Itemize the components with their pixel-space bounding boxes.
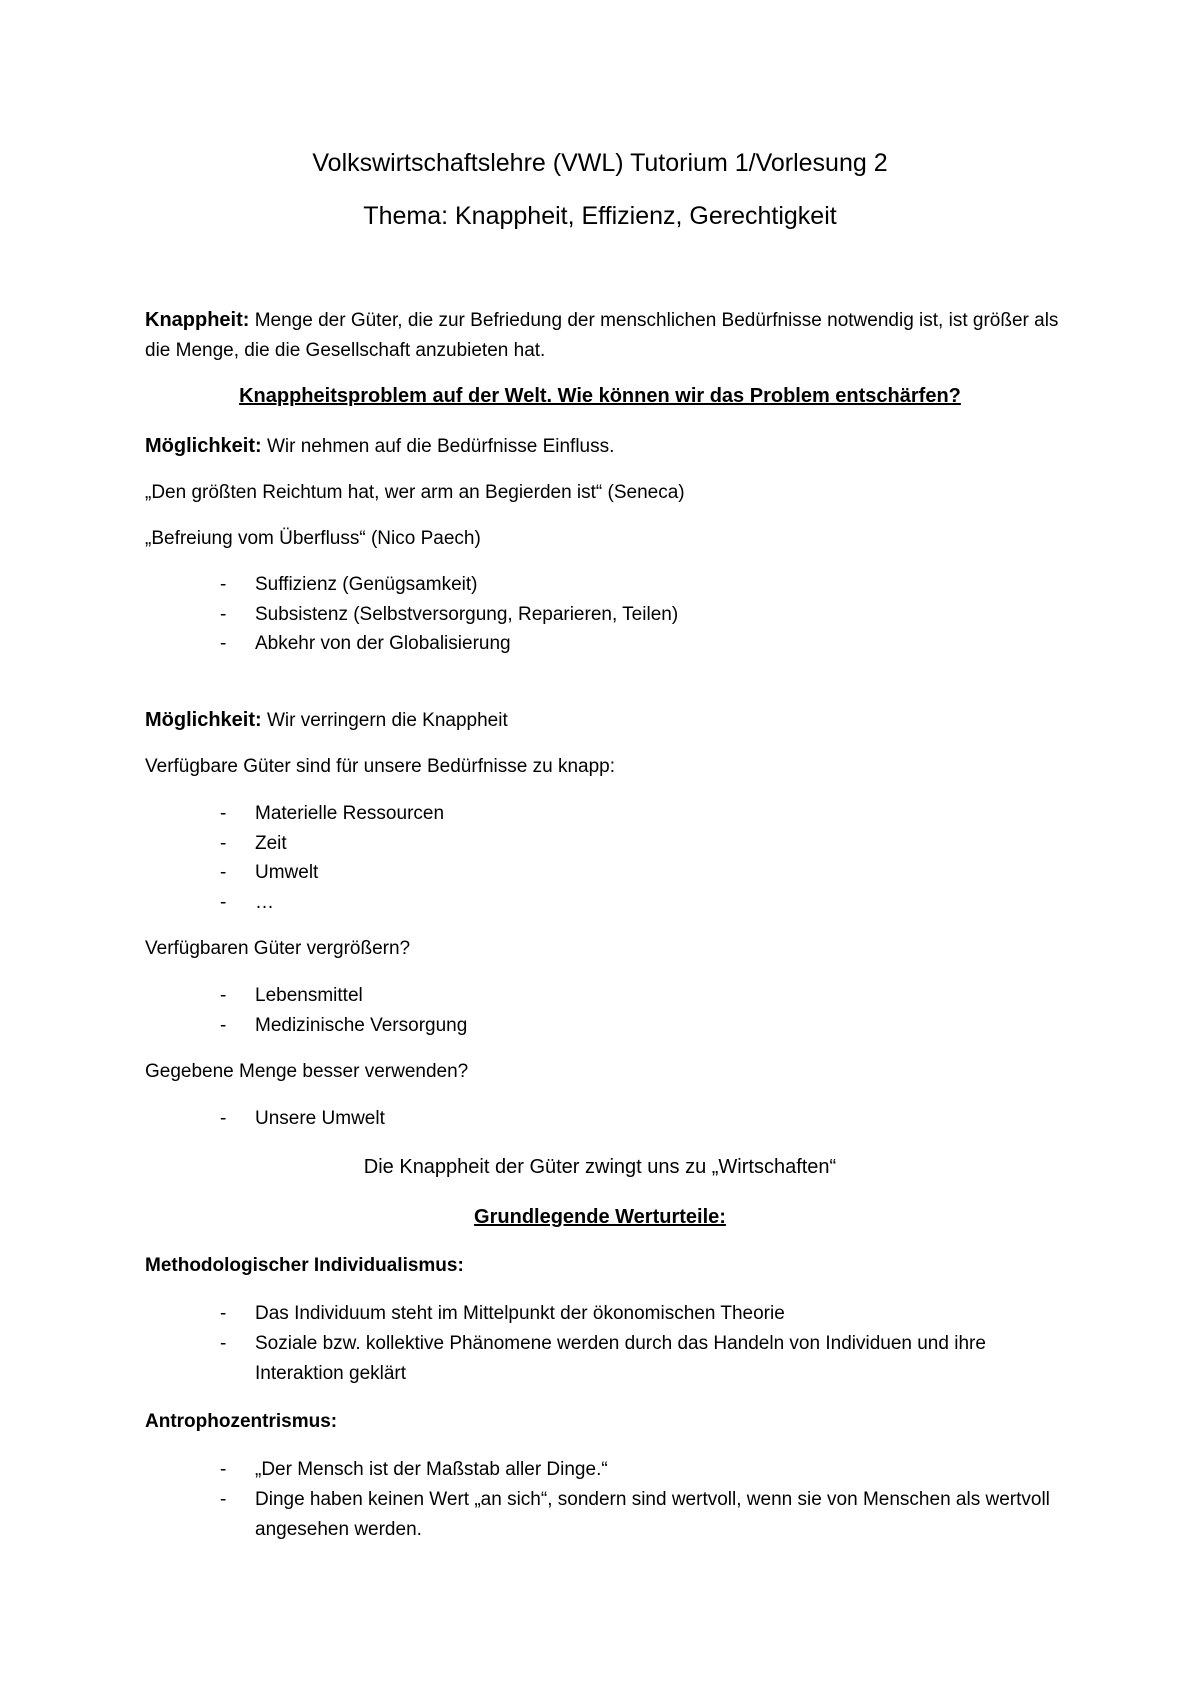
option2-term: Möglichkeit: (145, 709, 262, 731)
wirtschaften-statement: Die Knappheit der Güter zwingt uns zu „Wirtschaften“ (363, 1156, 837, 1178)
list-item: Medizinische Versorgung (255, 1015, 468, 1036)
option1-term: Möglichkeit: (145, 435, 262, 457)
list-item: „Der Mensch ist der Maßstab aller Dinge.“ (255, 1459, 608, 1480)
quote-paech: „Befreiung vom Überfluss“ (Nico Paech) (145, 528, 481, 549)
list-item: Lebensmittel (255, 985, 363, 1006)
list-dash: - (220, 1489, 227, 1510)
knappheit-term: Knappheit: (145, 309, 250, 331)
list-dash: - (220, 1303, 227, 1324)
list-item: Zeit (255, 833, 287, 854)
list-item: Dinge haben keinen Wert „an sich“, sondern sind wertvoll, wenn sie von Menschen als wertvoll angesehen werden. (255, 1489, 1050, 1540)
list-dash: - (220, 1333, 227, 1354)
werturteile-heading: Grundlegende Werturteile: (474, 1206, 726, 1228)
document-title: Volkswirtschaftslehre (VWL) Tutorium 1/Vorlesung 2 (312, 149, 888, 177)
increase-label: Verfügbaren Güter vergrößern? (145, 938, 411, 959)
knappheit-text: Menge der Güter, die zur Befriedung der menschlichen Bedürfnisse notwendig ist, ist größer als die Menge, die die Gesellschaft anzubieten hat. (145, 310, 1059, 361)
antropho-heading: Antrophozentrismus: (145, 1411, 338, 1432)
use-label: Gegebene Menge besser verwenden? (145, 1061, 469, 1082)
individualismus-heading: Methodologischer Individualismus: (145, 1255, 464, 1276)
list-item: Unsere Umwelt (255, 1108, 385, 1129)
option1-line (145, 434, 614, 459)
list-dash: - (220, 862, 227, 883)
option2-line (145, 708, 508, 733)
list-item: Das Individuum steht im Mittelpunkt der ökonomischen Theorie (255, 1303, 785, 1324)
list-dash: - (220, 633, 227, 654)
list-dash: - (220, 833, 227, 854)
list-dash: - (220, 1108, 227, 1129)
list-dash: - (220, 1459, 227, 1480)
document-subtitle: Thema: Knappheit, Effizienz, Gerechtigkeit (363, 202, 837, 230)
quote-seneca: „Den größten Reichtum hat, wer arm an Begierden ist“ (Seneca) (145, 482, 685, 503)
scarce-label: Verfügbare Güter sind für unsere Bedürfnisse zu knapp: (145, 756, 615, 777)
option2-text: Wir verringern die Knappheit (261, 710, 508, 731)
list-dash: - (220, 892, 227, 913)
list-dash: - (220, 803, 227, 824)
list-item: Soziale bzw. kollektive Phänomene werden durch das Handeln von Individuen und ihre Interaktion geklärt (255, 1333, 986, 1384)
knappheit-definition (145, 305, 1065, 366)
list-dash: - (220, 574, 227, 595)
list-dash: - (220, 1015, 227, 1036)
list-item: Subsistenz (Selbstversorgung, Reparieren, Teilen) (255, 604, 679, 625)
list-item: Abkehr von der Globalisierung (255, 633, 511, 654)
problem-heading: Knappheitsproblem auf der Welt. Wie können wir das Problem entschärfen? (239, 385, 961, 407)
list-item: Suffizienz (Genügsamkeit) (255, 574, 478, 595)
list-item: … (255, 892, 274, 913)
list-dash: - (220, 604, 227, 625)
list-item: Umwelt (255, 862, 319, 883)
option1-text: Wir nehmen auf die Bedürfnisse Einfluss. (261, 436, 615, 457)
list-item: Materielle Ressourcen (255, 803, 445, 824)
list-dash: - (220, 985, 227, 1006)
